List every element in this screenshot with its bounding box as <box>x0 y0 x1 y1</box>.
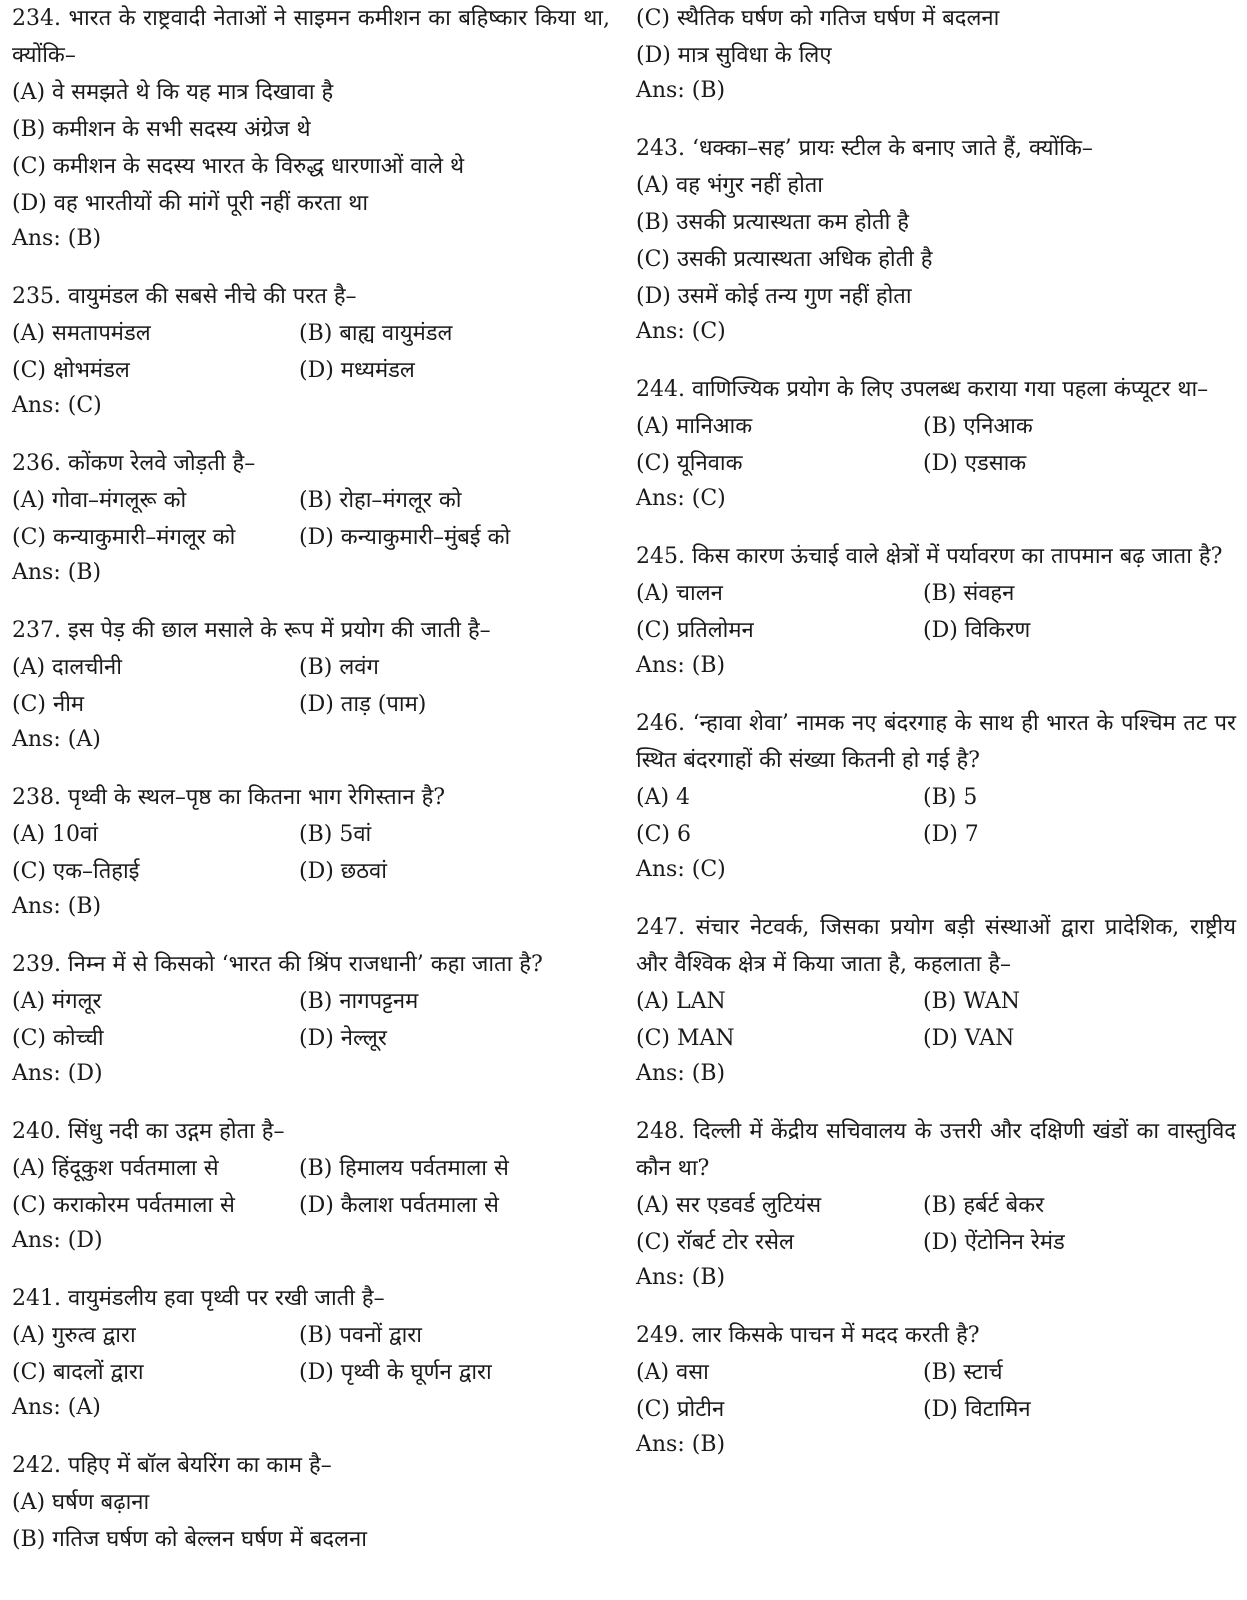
option: (A) वे समझते थे कि यह मात्र दिखावा है <box>12 80 334 105</box>
answer-label: Ans: (B) <box>636 1061 726 1086</box>
option: (C) कमीशन के सदस्य भारत के विरुद्ध धारणाओं वाले थे <box>12 154 465 179</box>
answer-label: Ans: (B) <box>636 653 726 678</box>
question-gap <box>12 589 610 612</box>
option: (C) रॉबर्ट टोर रसेल <box>636 1230 794 1255</box>
option: (C) स्थैतिक घर्षण को गतिज घर्षण में बदलना <box>636 6 1000 31</box>
question-text: 248. दिल्ली में केंद्रीय सचिवालय के उत्तरी और दक्षिणी खंडों का वास्तुविद कौन था? <box>636 1119 1236 1181</box>
options-list <box>636 408 1236 482</box>
options-list <box>636 167 1236 315</box>
option: (A) वसा <box>636 1360 709 1385</box>
option: (A) समतापमंडल <box>12 321 151 346</box>
option: (D) मात्र सुविधा के लिए <box>636 43 832 68</box>
question-block <box>636 538 1236 682</box>
answer-label: Ans: (C) <box>636 857 726 882</box>
option: (D) कैलाश पर्वतमाला से <box>299 1193 499 1218</box>
question-gap <box>636 348 1236 371</box>
question-text: 243. ‘धक्का–सह’ प्रायः स्टील के बनाए जाते हैं, क्योंकि– <box>636 136 1093 161</box>
options-list <box>12 482 610 556</box>
option: (B) कमीशन के सभी सदस्य अंग्रेज थे <box>12 117 311 142</box>
left-column <box>12 0 610 1558</box>
option: (B) संवहन <box>923 581 1015 606</box>
question-gap <box>636 1090 1236 1113</box>
question-block <box>636 371 1236 515</box>
question-gap <box>12 1257 610 1280</box>
question-block <box>12 1113 610 1257</box>
option: (D) ऐंटोनिन रेमंड <box>923 1230 1065 1255</box>
option: (A) मानिआक <box>636 414 753 439</box>
option: (C) कोच्ची <box>12 1026 104 1051</box>
option: (C) उसकी प्रत्यास्थता अधिक होती है <box>636 247 933 272</box>
question-gap <box>636 107 1236 130</box>
question-text: 238. पृथ्वी के स्थल–पृष्ठ का कितना भाग रेगिस्तान है? <box>12 785 446 810</box>
question-gap <box>636 515 1236 538</box>
answer-label: Ans: (B) <box>636 78 726 103</box>
options-list <box>12 74 610 222</box>
question-gap <box>12 422 610 445</box>
question-gap <box>636 682 1236 705</box>
options-list <box>12 983 610 1057</box>
answer-label: Ans: (C) <box>636 319 726 344</box>
option: (A) दालचीनी <box>12 655 122 680</box>
option: (A) गोवा–मंगलूरू को <box>12 488 187 513</box>
option: (B) लवंग <box>299 655 379 680</box>
option: (B) नागपट्टनम <box>299 989 419 1014</box>
option: (B) 5 <box>923 785 978 810</box>
question-block <box>636 1113 1236 1294</box>
question-block <box>12 1447 610 1558</box>
option: (A) हिंदूकुश पर्वतमाला से <box>12 1156 219 1181</box>
question-text: 235. वायुमंडल की सबसे नीचे की परत है– <box>12 284 357 309</box>
option: (D) पृथ्वी के घूर्णन द्वारा <box>299 1360 492 1385</box>
option: (C) यूनिवाक <box>636 451 743 476</box>
option: (C) कराकोरम पर्वतमाला से <box>12 1193 235 1218</box>
option: (A) 10वां <box>12 822 98 847</box>
question-gap <box>12 255 610 278</box>
answer-label: Ans: (D) <box>12 1061 103 1086</box>
options-list <box>636 983 1236 1057</box>
question-block <box>12 0 610 255</box>
option: (D) छठवां <box>299 859 387 884</box>
question-block <box>636 1317 1236 1461</box>
option: (B) बाह्य वायुमंडल <box>299 321 453 346</box>
option: (A) 4 <box>636 785 691 810</box>
options-list <box>12 1150 610 1224</box>
option: (D) विटामिन <box>923 1397 1031 1422</box>
option: (B) एनिआक <box>923 414 1033 439</box>
option: (B) रोहा–मंगलूर को <box>299 488 462 513</box>
option: (C) नीम <box>12 692 85 717</box>
option: (B) 5वां <box>299 822 372 847</box>
option: (C) प्रतिलोमन <box>636 618 754 643</box>
option: (D) एडसाक <box>923 451 1027 476</box>
answer-label: Ans: (B) <box>12 560 102 585</box>
question-text: 234. भारत के राष्ट्रवादी नेताओं ने साइमन कमीशन का बहिष्कार किया था, क्योंकि– <box>12 6 610 68</box>
question-gap <box>12 1424 610 1447</box>
question-gap <box>12 756 610 779</box>
question-text: 241. वायुमंडलीय हवा पृथ्वी पर रखी जाती है– <box>12 1286 385 1311</box>
option: (A) मंगलूर <box>12 989 102 1014</box>
option: (A) गुरुत्व द्वारा <box>12 1323 136 1348</box>
option: (A) वह भंगुर नहीं होता <box>636 173 823 198</box>
option: (C) कन्याकुमारी–मंगलूर को <box>12 525 236 550</box>
option: (B) WAN <box>923 989 1020 1014</box>
options-list <box>636 0 1236 74</box>
answer-label: Ans: (C) <box>12 393 102 418</box>
question-gap <box>636 1294 1236 1317</box>
answer-label: Ans: (C) <box>636 486 726 511</box>
option: (D) मध्यमंडल <box>299 358 415 383</box>
options-list <box>636 1354 1236 1428</box>
question-text: 242. पहिए में बॉल बेयरिंग का काम है– <box>12 1453 332 1478</box>
option: (C) MAN <box>636 1026 735 1051</box>
option: (A) घर्षण बढ़ाना <box>12 1490 150 1515</box>
question-block <box>12 946 610 1090</box>
option: (C) प्रोटीन <box>636 1397 725 1422</box>
question-block <box>12 779 610 923</box>
question-gap <box>12 923 610 946</box>
question-text: 244. वाणिज्यिक प्रयोग के लिए उपलब्ध कराया गया पहला कंप्यूटर था– <box>636 377 1209 402</box>
question-text: 245. किस कारण ऊंचाई वाले क्षेत्रों में पर्यावरण का तापमान बढ़ जाता है? <box>636 544 1223 569</box>
question-block <box>636 705 1236 886</box>
options-list <box>12 315 610 389</box>
answer-label: Ans: (A) <box>12 727 101 752</box>
question-text: 246. ‘न्हावा शेवा’ नामक नए बंदरगाह के साथ ही भारत के पश्चिम तट पर स्थित बंदरगाहों की संख्या कितनी हो गई है? <box>636 711 1236 773</box>
option: (A) चालन <box>636 581 723 606</box>
option: (D) VAN <box>923 1026 1015 1051</box>
option: (B) गतिज घर्षण को बेल्लन घर्षण में बदलना <box>12 1527 367 1552</box>
option: (D) ताड़ (पाम) <box>299 692 427 717</box>
question-block <box>12 445 610 589</box>
option: (B) पवनों द्वारा <box>299 1323 422 1348</box>
option: (D) उसमें कोई तन्य गुण नहीं होता <box>636 284 912 309</box>
question-gap <box>12 1090 610 1113</box>
question-block <box>636 130 1236 348</box>
options-list <box>636 575 1236 649</box>
options-list <box>12 816 610 890</box>
question-text: 236. कोंकण रेलवे जोड़ती है– <box>12 451 256 476</box>
option: (B) स्टार्च <box>923 1360 1003 1385</box>
right-column <box>636 0 1236 1461</box>
question-block <box>12 612 610 756</box>
options-list <box>12 649 610 723</box>
answer-label: Ans: (B) <box>636 1432 726 1457</box>
option: (B) हिमालय पर्वतमाला से <box>299 1156 509 1181</box>
option: (B) हर्बर्ट बेकर <box>923 1193 1045 1218</box>
question-text: 247. संचार नेटवर्क, जिसका प्रयोग बड़ी संस्थाओं द्वारा प्रादेशिक, राष्ट्रीय और वैश्विक क्षेत्र में किया जाता है, कहलाता है– <box>636 915 1236 977</box>
question-text: 239. निम्न में से किसको ‘भारत की श्रिंप राजधानी’ कहा जाता है? <box>12 952 543 977</box>
question-text: 237. इस पेड़ की छाल मसाले के रूप में प्रयोग की जाती है– <box>12 618 491 643</box>
option: (A) LAN <box>636 989 726 1014</box>
option: (B) उसकी प्रत्यास्थता कम होती है <box>636 210 909 235</box>
question-text: 240. सिंधु नदी का उद्गम होता है– <box>12 1119 285 1144</box>
option: (D) वह भारतीयों की मांगें पूरी नहीं करता था <box>12 191 369 216</box>
option: (C) 6 <box>636 822 691 847</box>
option: (C) बादलों द्वारा <box>12 1360 144 1385</box>
answer-label: Ans: (B) <box>636 1265 726 1290</box>
question-text: 249. लार किसके पाचन में मदद करती है? <box>636 1323 980 1348</box>
answer-label: Ans: (D) <box>12 1228 103 1253</box>
question-gap <box>636 886 1236 909</box>
option: (C) क्षोभमंडल <box>12 358 130 383</box>
answer-label: Ans: (B) <box>12 226 102 251</box>
question-block <box>636 909 1236 1090</box>
option: (C) एक–तिहाई <box>12 859 140 884</box>
question-block <box>12 1280 610 1424</box>
answer-label: Ans: (A) <box>12 1395 101 1420</box>
option: (D) नेल्लूर <box>299 1026 387 1051</box>
options-list <box>12 1317 610 1391</box>
option: (D) कन्याकुमारी–मुंबई को <box>299 525 511 550</box>
options-list <box>636 779 1236 853</box>
question-block <box>636 0 1236 107</box>
answer-label: Ans: (B) <box>12 894 102 919</box>
question-block <box>12 278 610 422</box>
options-list <box>636 1187 1236 1261</box>
option: (D) विकिरण <box>923 618 1031 643</box>
options-list <box>12 1484 610 1558</box>
option: (A) सर एडवर्ड लुटियंस <box>636 1193 822 1218</box>
option: (D) 7 <box>923 822 979 847</box>
